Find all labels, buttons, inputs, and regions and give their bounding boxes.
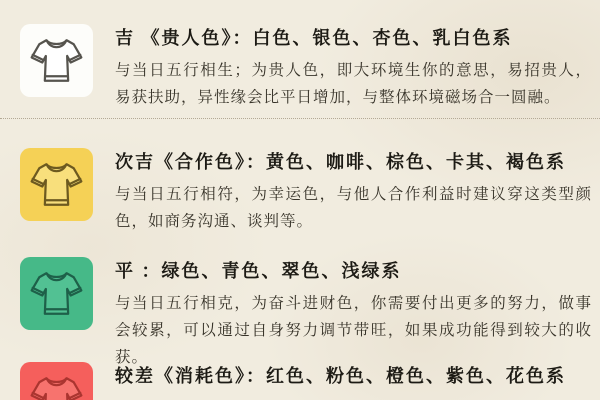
tshirt-icon-white xyxy=(20,24,93,97)
section-text xyxy=(115,24,592,111)
section-description: 与当日五行相符，为幸运色，与他人合作利益时建议穿这类型颜色，如商务沟通、谈判等。 xyxy=(115,186,592,230)
tshirt-icon-yellow xyxy=(20,148,93,221)
tshirt-icon-green xyxy=(20,257,93,330)
tshirt-icon-red xyxy=(20,362,93,400)
tshirt-icon xyxy=(20,148,93,221)
section-title: 吉 《贵人色》：白色、银色、杏色、乳白色系 xyxy=(115,28,513,48)
tshirt-icon xyxy=(20,257,93,330)
section-title: 平 ：绿色、青色、翠色、浅绿系 xyxy=(115,261,402,281)
section-description: 与当日五行相克，为奋斗进财色，你需要付出更多的努力，做事会较累，可以通过自身努力调节带旺，如果成功能得到较大的收获。 xyxy=(115,295,592,366)
section-worse xyxy=(20,362,592,400)
tshirt-icon xyxy=(20,24,93,97)
section-title: 较差《消耗色》：红色、粉色、橙色、紫色、花色系 xyxy=(115,366,566,386)
section-text xyxy=(115,148,592,235)
section-neutral xyxy=(20,257,592,371)
section-description: 与当日五行相生；为贵人色，即大环境生你的意思，易招贵人，易获扶助，异性缘会比平日增加，与整体环境磁场合一圆融。 xyxy=(115,62,592,106)
tshirt-icon xyxy=(20,362,93,400)
section-text xyxy=(115,362,592,387)
section-divider xyxy=(0,118,600,119)
section-auspicious xyxy=(20,24,592,111)
section-text xyxy=(115,257,592,371)
section-title: 次吉《合作色》：黄色、咖啡、棕色、卡其、褐色系 xyxy=(115,152,566,172)
section-second-auspicious xyxy=(20,148,592,235)
